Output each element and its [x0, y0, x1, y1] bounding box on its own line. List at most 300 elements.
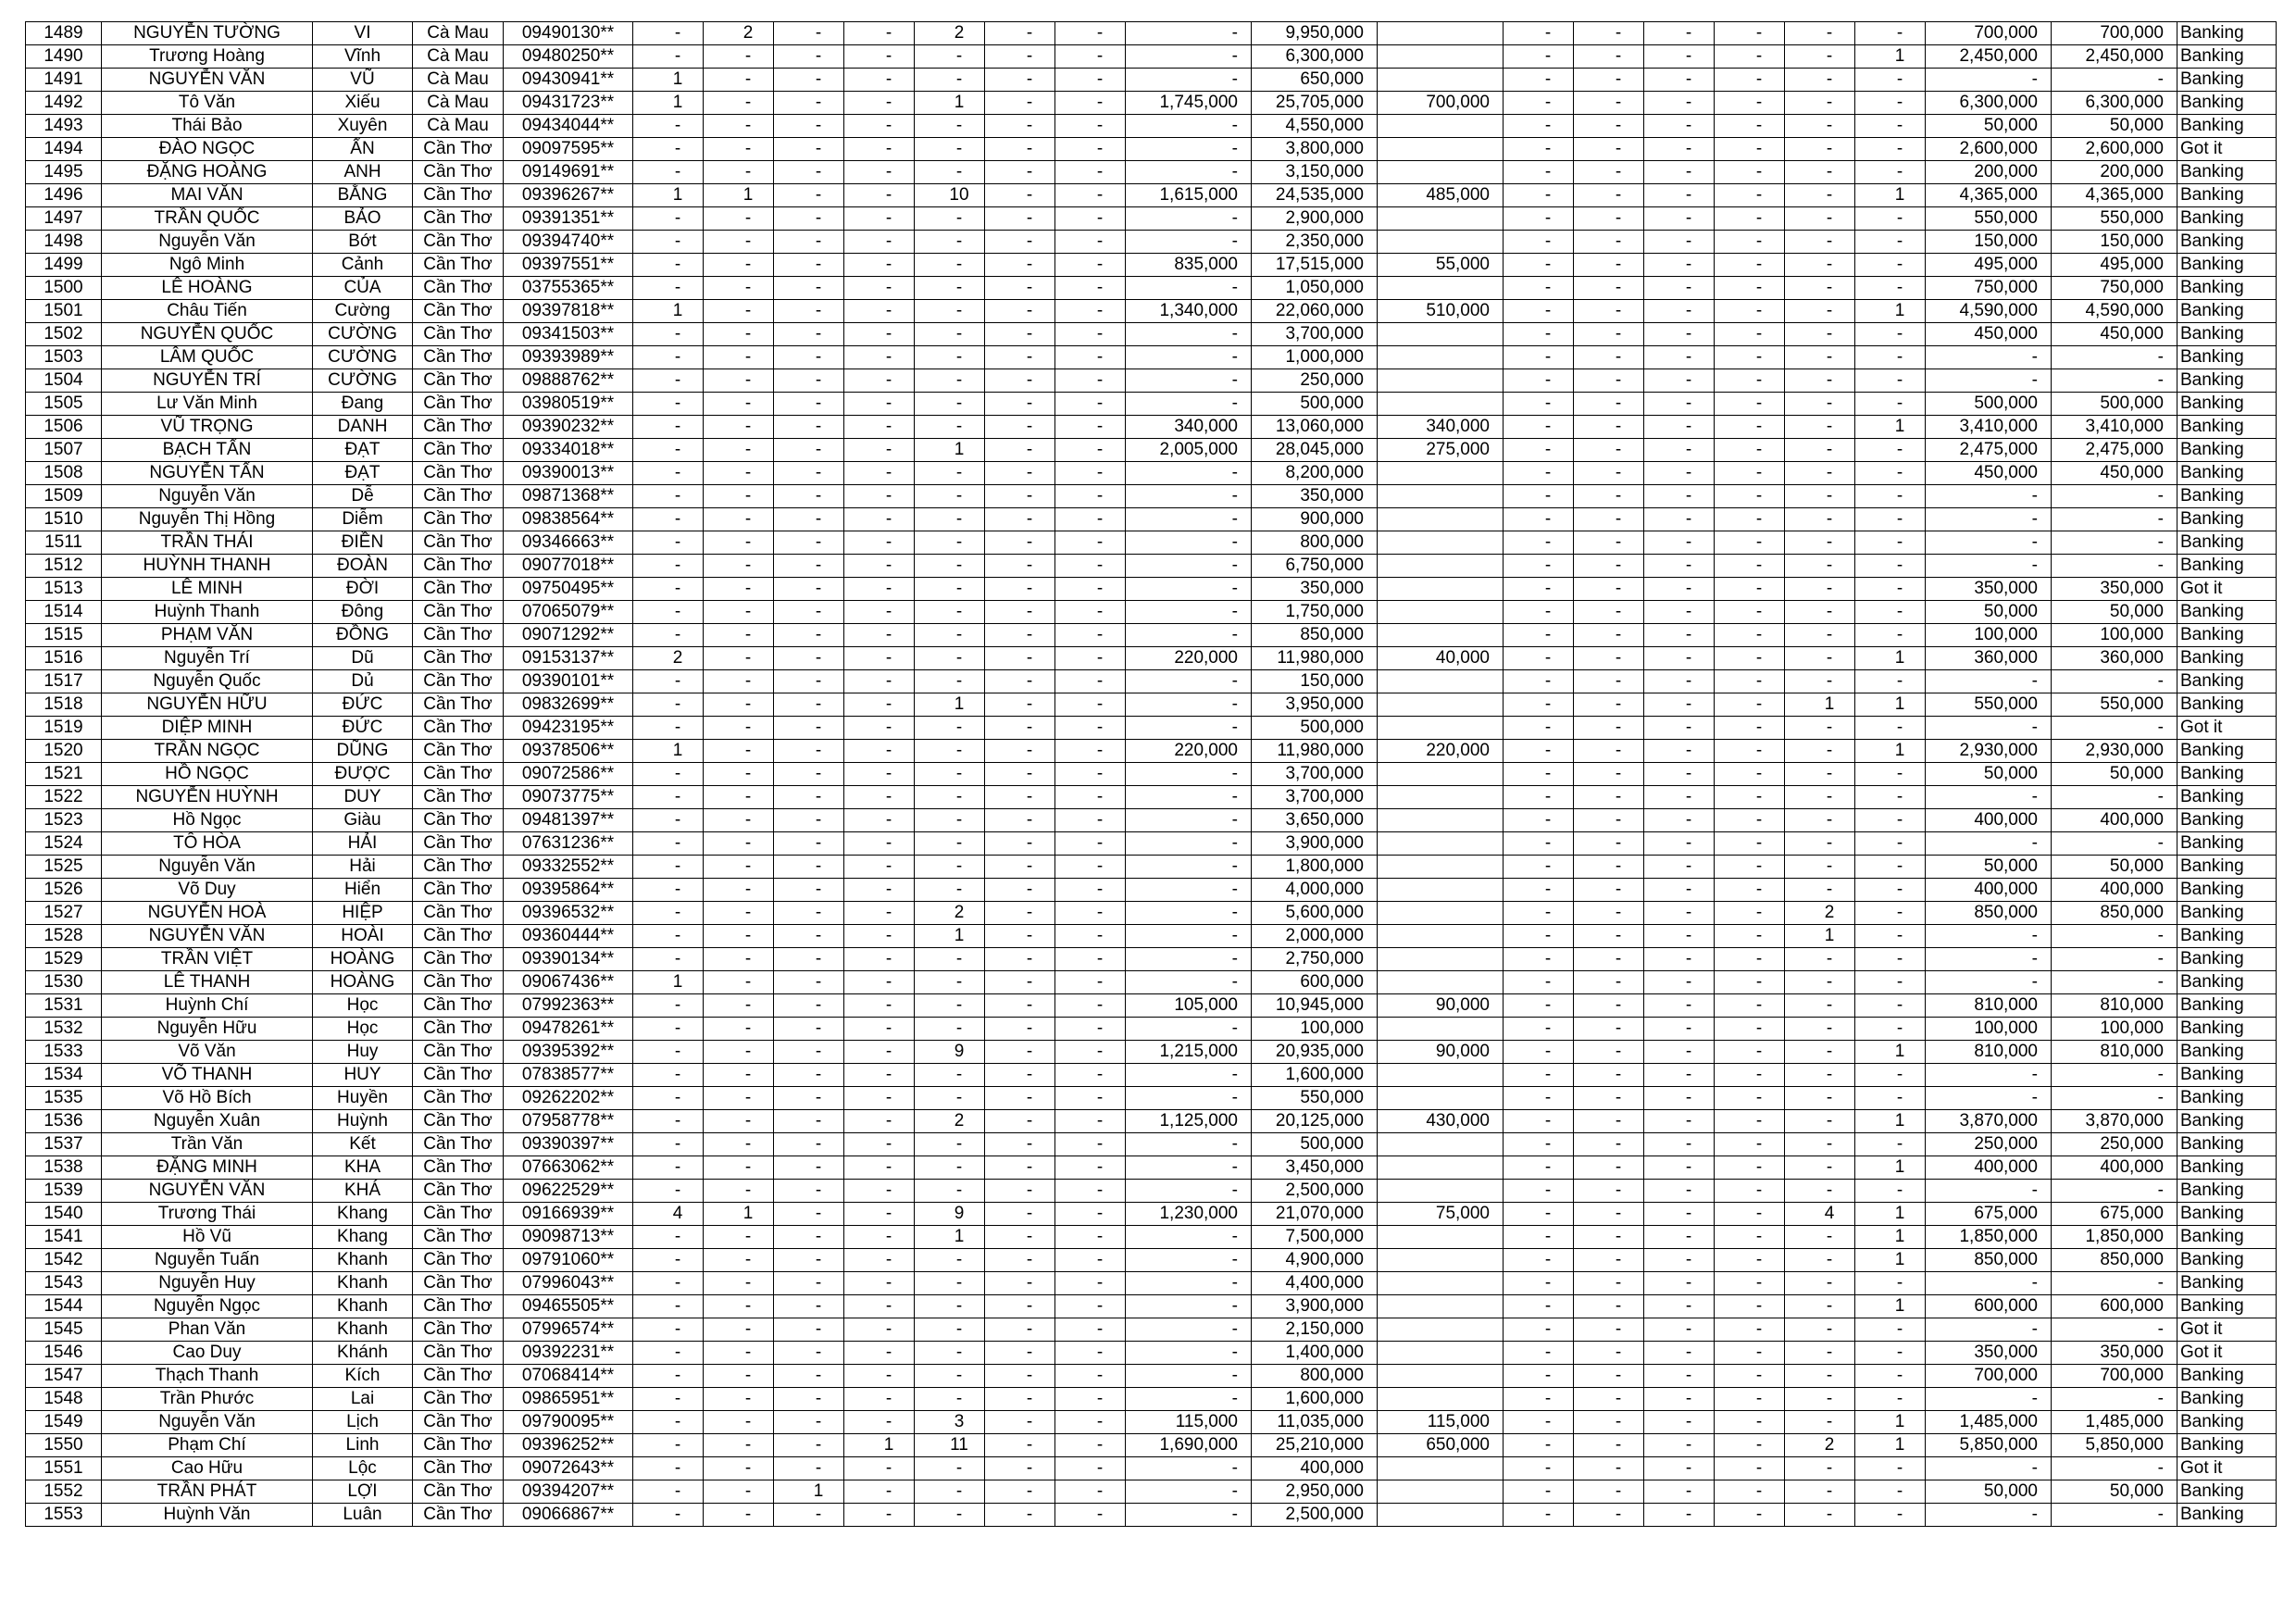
cell-c8: -	[1504, 439, 1574, 462]
cell-phone: 09390397**	[504, 1133, 633, 1156]
cell-c6: -	[985, 832, 1055, 856]
cell-amount-a: -	[1126, 879, 1252, 902]
cell-c9: -	[1574, 462, 1644, 485]
cell-c1: -	[633, 763, 704, 786]
cell-c11: -	[1715, 1342, 1785, 1365]
cell-c1: -	[633, 1041, 704, 1064]
cell-c11: -	[1715, 1249, 1785, 1272]
cell-c6: -	[985, 670, 1055, 693]
cell-c11: -	[1715, 161, 1785, 184]
cell-c10: -	[1644, 786, 1715, 809]
cell-c13: -	[1855, 1272, 1926, 1295]
cell-last-middle-name: ĐẶNG HOÀNG	[102, 161, 313, 184]
cell-c8: -	[1504, 1388, 1574, 1411]
cell-c6: -	[985, 994, 1055, 1018]
cell-c9: -	[1574, 1226, 1644, 1249]
cell-c1: 2	[633, 647, 704, 670]
cell-amount-a: -	[1126, 1087, 1252, 1110]
cell-c10: -	[1644, 856, 1715, 879]
cell-c3: -	[774, 578, 844, 601]
cell-c5: -	[915, 763, 985, 786]
cell-phone: 09072643**	[504, 1457, 633, 1480]
table-row	[26, 1480, 2277, 1504]
table-row	[26, 1018, 2277, 1041]
cell-c11: -	[1715, 323, 1785, 346]
cell-amount-a: -	[1126, 809, 1252, 832]
cell-c8: -	[1504, 277, 1574, 300]
cell-phone: 09262202**	[504, 1087, 633, 1110]
cell-c3: -	[774, 994, 844, 1018]
cell-payment-method: Banking	[2177, 879, 2277, 902]
cell-last-middle-name: Nguyễn Trí	[102, 647, 313, 670]
cell-amount-a: 1,215,000	[1126, 1041, 1252, 1064]
cell-amount-b: 800,000	[1252, 531, 1378, 555]
cell-c7: -	[1055, 254, 1126, 277]
cell-c9: -	[1574, 647, 1644, 670]
cell-amount-b: 250,000	[1252, 369, 1378, 393]
cell-amount-d: 400,000	[1926, 879, 2052, 902]
cell-c13: -	[1855, 254, 1926, 277]
cell-c2: -	[704, 1133, 774, 1156]
cell-first-name: DŨNG	[313, 740, 413, 763]
cell-c6: -	[985, 578, 1055, 601]
cell-c8: -	[1504, 22, 1574, 45]
cell-amount-c	[1378, 45, 1504, 69]
table-row	[26, 1457, 2277, 1480]
cell-c7: -	[1055, 1087, 1126, 1110]
cell-c9: -	[1574, 138, 1644, 161]
cell-phone: 09622529**	[504, 1180, 633, 1203]
cell-c13: -	[1855, 879, 1926, 902]
cell-amount-d: 2,475,000	[1926, 439, 2052, 462]
cell-c1: -	[633, 346, 704, 369]
cell-amount-b: 350,000	[1252, 578, 1378, 601]
cell-c9: -	[1574, 1388, 1644, 1411]
cell-row-number: 1513	[26, 578, 102, 601]
cell-province: Cần Thơ	[413, 693, 504, 717]
cell-amount-b: 9,950,000	[1252, 22, 1378, 45]
cell-c13: 1	[1855, 184, 1926, 207]
cell-c13: -	[1855, 578, 1926, 601]
cell-province: Cần Thơ	[413, 1180, 504, 1203]
cell-payment-method: Banking	[2177, 1110, 2277, 1133]
cell-c1: 1	[633, 184, 704, 207]
cell-c12: -	[1785, 647, 1855, 670]
cell-c12: -	[1785, 948, 1855, 971]
cell-amount-b: 28,045,000	[1252, 439, 1378, 462]
cell-c8: -	[1504, 1064, 1574, 1087]
cell-c13: -	[1855, 601, 1926, 624]
cell-c4: -	[844, 300, 915, 323]
cell-c10: -	[1644, 1041, 1715, 1064]
cell-c7: -	[1055, 809, 1126, 832]
cell-amount-c: 75,000	[1378, 1203, 1504, 1226]
cell-c4: -	[844, 948, 915, 971]
cell-c8: -	[1504, 92, 1574, 115]
cell-amount-a: -	[1126, 393, 1252, 416]
cell-row-number: 1520	[26, 740, 102, 763]
cell-c2: -	[704, 971, 774, 994]
table-row	[26, 994, 2277, 1018]
cell-c7: -	[1055, 277, 1126, 300]
cell-c13: -	[1855, 1064, 1926, 1087]
cell-c12: -	[1785, 1388, 1855, 1411]
cell-c13: 1	[1855, 1295, 1926, 1318]
cell-province: Cần Thơ	[413, 578, 504, 601]
cell-c12: -	[1785, 879, 1855, 902]
cell-c7: -	[1055, 300, 1126, 323]
cell-c9: -	[1574, 1064, 1644, 1087]
table-row	[26, 231, 2277, 254]
cell-c12: -	[1785, 1504, 1855, 1527]
cell-c5: -	[915, 1365, 985, 1388]
cell-c6: -	[985, 508, 1055, 531]
cell-amount-e: -	[2052, 1180, 2177, 1203]
cell-amount-e: -	[2052, 555, 2177, 578]
cell-amount-b: 3,800,000	[1252, 138, 1378, 161]
cell-amount-a: -	[1126, 508, 1252, 531]
cell-last-middle-name: TRẦN VIỆT	[102, 948, 313, 971]
cell-row-number: 1506	[26, 416, 102, 439]
cell-c6: -	[985, 138, 1055, 161]
cell-c10: -	[1644, 1110, 1715, 1133]
cell-c4: -	[844, 1018, 915, 1041]
cell-first-name: Xuyên	[313, 115, 413, 138]
cell-c10: -	[1644, 369, 1715, 393]
cell-row-number: 1507	[26, 439, 102, 462]
cell-c2: -	[704, 254, 774, 277]
cell-c4: -	[844, 670, 915, 693]
cell-c11: -	[1715, 1434, 1785, 1457]
cell-c4: -	[844, 1480, 915, 1504]
cell-amount-c	[1378, 508, 1504, 531]
cell-province: Cần Thơ	[413, 184, 504, 207]
cell-c6: -	[985, 369, 1055, 393]
cell-c13: 1	[1855, 693, 1926, 717]
cell-c6: -	[985, 1156, 1055, 1180]
cell-c7: -	[1055, 1018, 1126, 1041]
cell-c5: -	[915, 578, 985, 601]
cell-first-name: CỦA	[313, 277, 413, 300]
cell-phone: 09430941**	[504, 69, 633, 92]
cell-c13: -	[1855, 1342, 1926, 1365]
cell-c13: -	[1855, 323, 1926, 346]
cell-c5: -	[915, 1457, 985, 1480]
cell-amount-d: -	[1926, 670, 2052, 693]
cell-phone: 09490130**	[504, 22, 633, 45]
cell-c11: -	[1715, 207, 1785, 231]
cell-c1: -	[633, 277, 704, 300]
cell-c9: -	[1574, 485, 1644, 508]
cell-amount-d: -	[1926, 531, 2052, 555]
cell-last-middle-name: LÊ HOÀNG	[102, 277, 313, 300]
cell-amount-e: 4,365,000	[2052, 184, 2177, 207]
cell-amount-c: 650,000	[1378, 1434, 1504, 1457]
cell-amount-b: 22,060,000	[1252, 300, 1378, 323]
cell-province: Cần Thơ	[413, 531, 504, 555]
cell-row-number: 1504	[26, 369, 102, 393]
cell-amount-b: 3,950,000	[1252, 693, 1378, 717]
cell-row-number: 1541	[26, 1226, 102, 1249]
cell-c4: -	[844, 879, 915, 902]
cell-amount-b: 6,750,000	[1252, 555, 1378, 578]
cell-c5: 2	[915, 902, 985, 925]
cell-amount-e: 50,000	[2052, 601, 2177, 624]
cell-c8: -	[1504, 578, 1574, 601]
cell-c12: -	[1785, 45, 1855, 69]
cell-province: Cà Mau	[413, 22, 504, 45]
cell-c4: -	[844, 92, 915, 115]
cell-c5: -	[915, 740, 985, 763]
cell-c9: -	[1574, 1434, 1644, 1457]
cell-amount-c	[1378, 485, 1504, 508]
cell-c5: 2	[915, 22, 985, 45]
cell-phone: 09097595**	[504, 138, 633, 161]
cell-c5: 1	[915, 925, 985, 948]
cell-c10: -	[1644, 416, 1715, 439]
cell-c10: -	[1644, 693, 1715, 717]
cell-province: Cần Thơ	[413, 393, 504, 416]
cell-c2: -	[704, 879, 774, 902]
cell-last-middle-name: Ngô Minh	[102, 254, 313, 277]
cell-amount-c	[1378, 369, 1504, 393]
cell-c9: -	[1574, 323, 1644, 346]
cell-first-name: HOÀNG	[313, 971, 413, 994]
cell-c5: -	[915, 69, 985, 92]
cell-c10: -	[1644, 763, 1715, 786]
cell-amount-a: 1,230,000	[1126, 1203, 1252, 1226]
cell-c11: -	[1715, 717, 1785, 740]
cell-payment-method: Banking	[2177, 300, 2277, 323]
table-row	[26, 832, 2277, 856]
cell-c12: -	[1785, 1411, 1855, 1434]
cell-last-middle-name: NGUYỄN HUỲNH	[102, 786, 313, 809]
cell-amount-e: -	[2052, 1457, 2177, 1480]
cell-amount-a: -	[1126, 531, 1252, 555]
cell-c11: -	[1715, 809, 1785, 832]
cell-c12: -	[1785, 115, 1855, 138]
cell-payment-method: Banking	[2177, 647, 2277, 670]
cell-c6: -	[985, 184, 1055, 207]
table-row	[26, 1041, 2277, 1064]
cell-payment-method: Banking	[2177, 763, 2277, 786]
cell-phone: 09072586**	[504, 763, 633, 786]
cell-c5: -	[915, 1388, 985, 1411]
cell-c7: -	[1055, 1388, 1126, 1411]
cell-c9: -	[1574, 1203, 1644, 1226]
cell-c9: -	[1574, 184, 1644, 207]
cell-c8: -	[1504, 786, 1574, 809]
cell-c12: -	[1785, 1480, 1855, 1504]
cell-c7: -	[1055, 971, 1126, 994]
cell-amount-c	[1378, 393, 1504, 416]
cell-c12: -	[1785, 393, 1855, 416]
cell-c13: -	[1855, 832, 1926, 856]
cell-row-number: 1544	[26, 1295, 102, 1318]
cell-amount-b: 3,900,000	[1252, 1295, 1378, 1318]
cell-amount-e: -	[2052, 1388, 2177, 1411]
cell-amount-c	[1378, 115, 1504, 138]
cell-c8: -	[1504, 1457, 1574, 1480]
cell-amount-e: -	[2052, 786, 2177, 809]
cell-amount-b: 1,600,000	[1252, 1064, 1378, 1087]
cell-amount-a: -	[1126, 161, 1252, 184]
cell-amount-c	[1378, 531, 1504, 555]
cell-row-number: 1527	[26, 902, 102, 925]
cell-amount-b: 550,000	[1252, 1087, 1378, 1110]
cell-last-middle-name: ĐÀO NGỌC	[102, 138, 313, 161]
cell-amount-b: 1,600,000	[1252, 1388, 1378, 1411]
cell-last-middle-name: TRẦN PHÁT	[102, 1480, 313, 1504]
cell-c13: 1	[1855, 1110, 1926, 1133]
table-row	[26, 346, 2277, 369]
cell-c6: -	[985, 1318, 1055, 1342]
cell-c5: -	[915, 1018, 985, 1041]
cell-c12: -	[1785, 254, 1855, 277]
cell-phone: 09832699**	[504, 693, 633, 717]
cell-first-name: HOÀI	[313, 925, 413, 948]
cell-c1: -	[633, 485, 704, 508]
cell-row-number: 1550	[26, 1434, 102, 1457]
cell-row-number: 1523	[26, 809, 102, 832]
cell-c8: -	[1504, 1203, 1574, 1226]
cell-phone: 03980519**	[504, 393, 633, 416]
cell-c4: -	[844, 786, 915, 809]
cell-province: Cần Thơ	[413, 485, 504, 508]
cell-payment-method: Banking	[2177, 45, 2277, 69]
cell-phone: 09073775**	[504, 786, 633, 809]
cell-payment-method: Banking	[2177, 809, 2277, 832]
cell-c6: -	[985, 809, 1055, 832]
cell-c1: -	[633, 369, 704, 393]
cell-amount-b: 3,650,000	[1252, 809, 1378, 832]
cell-c2: -	[704, 439, 774, 462]
cell-c2: -	[704, 531, 774, 555]
cell-first-name: Bớt	[313, 231, 413, 254]
cell-c5: -	[915, 138, 985, 161]
cell-c9: -	[1574, 161, 1644, 184]
cell-c4: -	[844, 1226, 915, 1249]
cell-province: Cần Thơ	[413, 1133, 504, 1156]
cell-last-middle-name: VÕ THANH	[102, 1064, 313, 1087]
table-row	[26, 1504, 2277, 1527]
cell-phone: 09838564**	[504, 508, 633, 531]
cell-c3: -	[774, 1087, 844, 1110]
cell-province: Cần Thơ	[413, 1504, 504, 1527]
cell-c11: -	[1715, 971, 1785, 994]
cell-amount-b: 17,515,000	[1252, 254, 1378, 277]
cell-c5: -	[915, 601, 985, 624]
cell-c8: -	[1504, 184, 1574, 207]
cell-c12: -	[1785, 1133, 1855, 1156]
cell-amount-e: 700,000	[2052, 1365, 2177, 1388]
cell-c6: -	[985, 925, 1055, 948]
cell-amount-b: 3,450,000	[1252, 1156, 1378, 1180]
cell-amount-b: 2,150,000	[1252, 1318, 1378, 1342]
cell-payment-method: Banking	[2177, 948, 2277, 971]
cell-amount-c	[1378, 277, 1504, 300]
cell-last-middle-name: Lư Văn Minh	[102, 393, 313, 416]
cell-c2: -	[704, 1295, 774, 1318]
cell-c10: -	[1644, 601, 1715, 624]
cell-phone: 09750495**	[504, 578, 633, 601]
cell-c7: -	[1055, 416, 1126, 439]
cell-c6: -	[985, 92, 1055, 115]
cell-c1: -	[633, 1365, 704, 1388]
table-row	[26, 1411, 2277, 1434]
cell-row-number: 1517	[26, 670, 102, 693]
cell-c6: -	[985, 115, 1055, 138]
cell-c10: -	[1644, 254, 1715, 277]
cell-amount-d: -	[1926, 1064, 2052, 1087]
cell-c2: -	[704, 1342, 774, 1365]
cell-payment-method: Banking	[2177, 323, 2277, 346]
cell-c8: -	[1504, 1434, 1574, 1457]
table-row	[26, 115, 2277, 138]
cell-c3: -	[774, 277, 844, 300]
cell-last-middle-name: NGUYỄN QUỐC	[102, 323, 313, 346]
cell-amount-d: 4,365,000	[1926, 184, 2052, 207]
cell-amount-a: -	[1126, 578, 1252, 601]
cell-c8: -	[1504, 925, 1574, 948]
cell-c7: -	[1055, 323, 1126, 346]
cell-amount-e: 350,000	[2052, 578, 2177, 601]
cell-c10: -	[1644, 1457, 1715, 1480]
cell-c12: -	[1785, 1110, 1855, 1133]
cell-c10: -	[1644, 161, 1715, 184]
cell-last-middle-name: LÂM QUỐC	[102, 346, 313, 369]
cell-province: Cần Thơ	[413, 323, 504, 346]
cell-last-middle-name: Châu Tiến	[102, 300, 313, 323]
cell-c2: -	[704, 1226, 774, 1249]
cell-c8: -	[1504, 1295, 1574, 1318]
cell-c1: -	[633, 161, 704, 184]
cell-c12: -	[1785, 22, 1855, 45]
cell-first-name: BẢO	[313, 207, 413, 231]
cell-first-name: HUY	[313, 1064, 413, 1087]
cell-amount-c	[1378, 624, 1504, 647]
cell-c11: -	[1715, 601, 1785, 624]
cell-province: Cần Thơ	[413, 763, 504, 786]
cell-row-number: 1490	[26, 45, 102, 69]
cell-c8: -	[1504, 693, 1574, 717]
cell-c7: -	[1055, 925, 1126, 948]
table-row	[26, 1087, 2277, 1110]
cell-amount-b: 5,600,000	[1252, 902, 1378, 925]
cell-c1: -	[633, 439, 704, 462]
cell-c7: -	[1055, 69, 1126, 92]
cell-c8: -	[1504, 346, 1574, 369]
cell-amount-e: 250,000	[2052, 1133, 2177, 1156]
cell-amount-e: 150,000	[2052, 231, 2177, 254]
cell-c2: -	[704, 323, 774, 346]
cell-c10: -	[1644, 92, 1715, 115]
cell-amount-e: 700,000	[2052, 22, 2177, 45]
cell-row-number: 1534	[26, 1064, 102, 1087]
cell-province: Cần Thơ	[413, 231, 504, 254]
cell-amount-e: 550,000	[2052, 207, 2177, 231]
cell-c9: -	[1574, 740, 1644, 763]
cell-c7: -	[1055, 1226, 1126, 1249]
cell-phone: 09166939**	[504, 1203, 633, 1226]
cell-c6: -	[985, 1388, 1055, 1411]
cell-c11: -	[1715, 647, 1785, 670]
cell-amount-c	[1378, 323, 1504, 346]
cell-amount-b: 150,000	[1252, 670, 1378, 693]
cell-c5: -	[915, 786, 985, 809]
cell-c11: -	[1715, 69, 1785, 92]
cell-row-number: 1548	[26, 1388, 102, 1411]
